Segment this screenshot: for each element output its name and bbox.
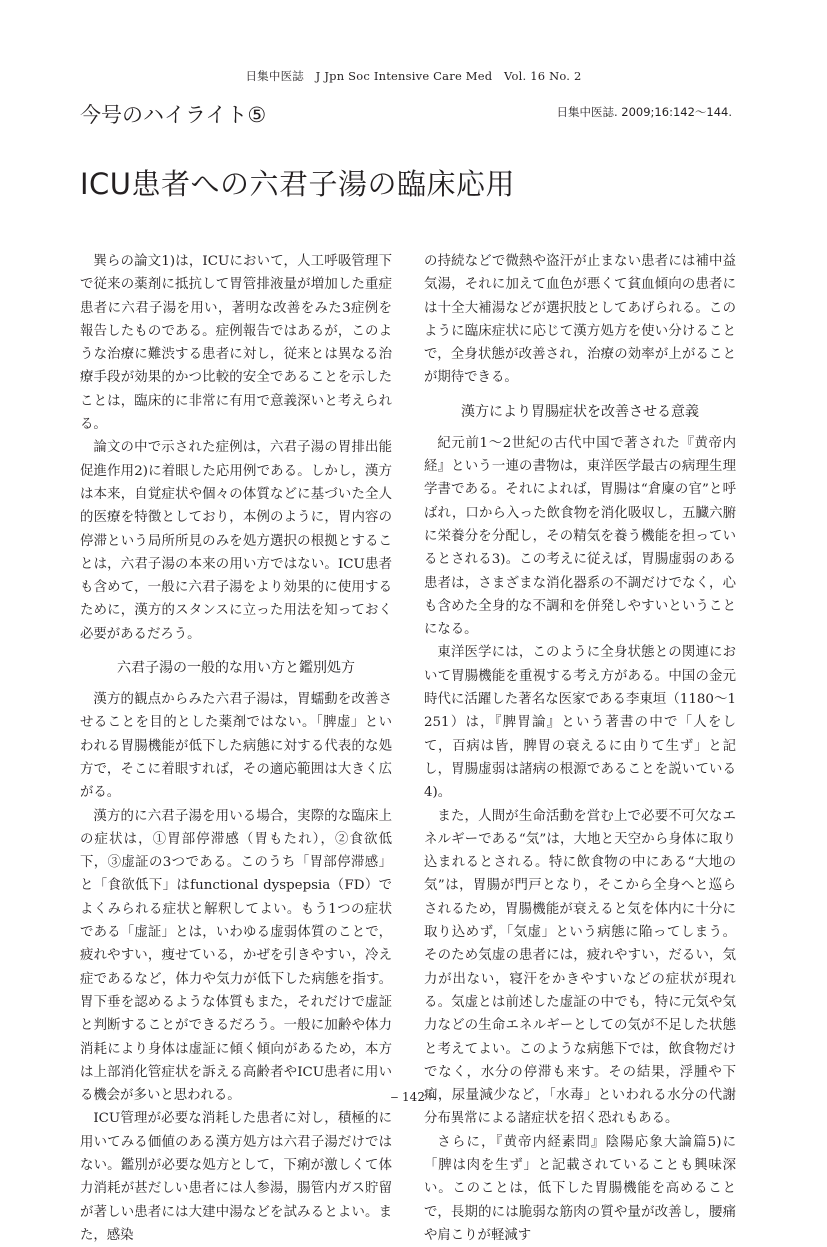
highlight-label: 今号のハイライト⑤ (80, 103, 267, 127)
page-number: ‒ 142 ‒ (390, 1090, 437, 1104)
paragraph: 論文の中で示された症例は，六君子湯の胃排出能促進作用2)に着眼した応用例である。しかし，漢方は本来，自覚症状や個々の体質などに基づいた全人的医療を特徴としており，本例のように，胃内容の停滞という局所所見のみを処方選択の根拠とすることは，六君子湯の本来の用い方ではない。ICU患者も含めて，一般に六君子湯をより効果的に使用するために，漢方的スタンスに立った用法を知っておく必要があるだろう。 (80, 440, 392, 642)
paragraph: 漢方的に六君子湯を用いる場合，実際的な臨床上の症状は，①胃部停滞感（胃もたれ），②食欲低下，③虚証の3つである。このうち「胃部停滞感」と「食欲低下」はfunctional dyspepsia（FD）でよくみられる症状と解釈してよい。もう1つの症状である「虚証」とは，いわゆる虚弱体質のことで，疲れやすい，痩せている，かぜを引きやすい，冷え症であるなど，体力や気力が低下した病態を指す。胃下垂を認めるような体質もまた，それだけで虚証と判断することができるだろう。一般に加齢や体力消耗により身体は虚証に傾く傾向があるため，本方は上部消化管症状を訴える高齢者やICU患者に用いる機会が多いと思われる。 (80, 808, 392, 1104)
article-title: ICU患者への六君子湯の臨床応用 (80, 167, 516, 201)
journal-header: 日集中医誌 J Jpn Soc Intensive Care Med Vol. 16 No. 2 (245, 69, 582, 83)
paragraph: また，人間が生命活動を営む上で必要不可欠なエネルギーである“気”は，大地と天空から身体に取り込まれるとされる。特に飲食物の中にある“大地の気”は，胃腸が門戸となり，そこから全身へと巡らされるため，胃腸機能が衰えると気を体内に十分に取り込めず，「気虚」という病態に陥ってしまう。そのため気虚の患者には，疲れやすい，だるい，気力が出ない，寝汗をかきやすいなどの症状が現れる。気虚とは前述した虚証の中でも，特に元気や気力などの生命エネルギーとしての気が不足した状態と考えてよい。このような病態下では，飲食物だけでなく，水分の停滞も来す。その結果，浮腫や下痢，尿量減少など，「水毒」といわれる水分の代謝分布異常による諸症状を招く恐れもある。 (424, 808, 736, 1127)
paragraph: 巽らの論文1)は，ICUにおいて，人工呼吸管理下で従来の薬剤に抵抗して胃管排液量が増加した重症患者に六君子湯を用い，著明な改善をみた3症例を報告したものである。症例報告ではあるが，このような治療に難渋する患者に対し，従来とは異なる治療手段が効果的かつ比較的安全であることを示したことは，臨床的に非常に有用で意義深いと考えられる。 (80, 254, 392, 433)
section-heading: 六君子湯の一般的な用い方と鑑別処方 (117, 660, 355, 677)
section-heading: 漢方により胃腸症状を改善させる意義 (461, 403, 699, 420)
citation: 日集中医誌. 2009;16:142〜144. (556, 105, 732, 119)
paragraph: さらに，『黄帝内経素問』陰陽応象大論篇5)に「脾は肉を生ず」と記載されていることも興味深い。このことは，低下した胃腸機能を高めることで，長期的には脆弱な筋肉の質や量が改善し，腰痛や肩こりが軽減す (424, 1134, 736, 1243)
paragraph: の持続などで微熱や盗汗が止まない患者には補中益気湯，それに加えて血色が悪くて貧血傾向の患者には十全大補湯などが選択肢としてあげられる。このように臨床症状に応じて漢方処方を使い分けることで，全身状態が改善され，治療の効率が上がることが期待できる。 (424, 254, 736, 386)
paragraph: ICU管理が必要な消耗した患者に対し，積極的に用いてみる価値のある漢方処方は六君子湯だけではない。鑑別が必要な処方として，下痢が激しくて体力消耗が甚だしい患者には人参湯，腸管内ガス貯留が著しい患者には大建中湯などを試みるとよい。また，感染 (80, 1111, 392, 1243)
paragraph: 東洋医学には，このように全身状態との関連において胃腸機能を重視する考え方がある。中国の金元時代に活躍した著名な医家である李東垣（1180〜1251）は，『脾胃論』という著書の中で「人をして，百病は皆，脾胃の衰えるに由りて生ず」と記し，胃腸虚弱は諸病の根源であることを説いている4)。 (424, 645, 736, 801)
paragraph: 紀元前1〜2世紀の古代中国で著された『黄帝内経』という一連の書物は，東洋医学最古の病理生理学書である。それによれば，胃腸は“倉廩の官”と呼ばれ，口から入った飲食物を消化吸収し，五臓六腑に栄養分を分配し，その精気を養う機能を担っているとされる3)。この考えに従えば，胃腸虚弱のある患者は，さまざまな消化器系の不調だけでなく，心も含めた全身的な不調和を併発しやすいということになる。 (424, 435, 736, 638)
paragraph: 漢方的観点からみた六君子湯は，胃蠕動を改善させることを目的とした薬剤ではない。「脾虚」といわれる胃腸機能が低下した病態に対する代表的な処方で，そこに着眼すれば，その適応範囲は大きく広がる。 (80, 692, 392, 801)
